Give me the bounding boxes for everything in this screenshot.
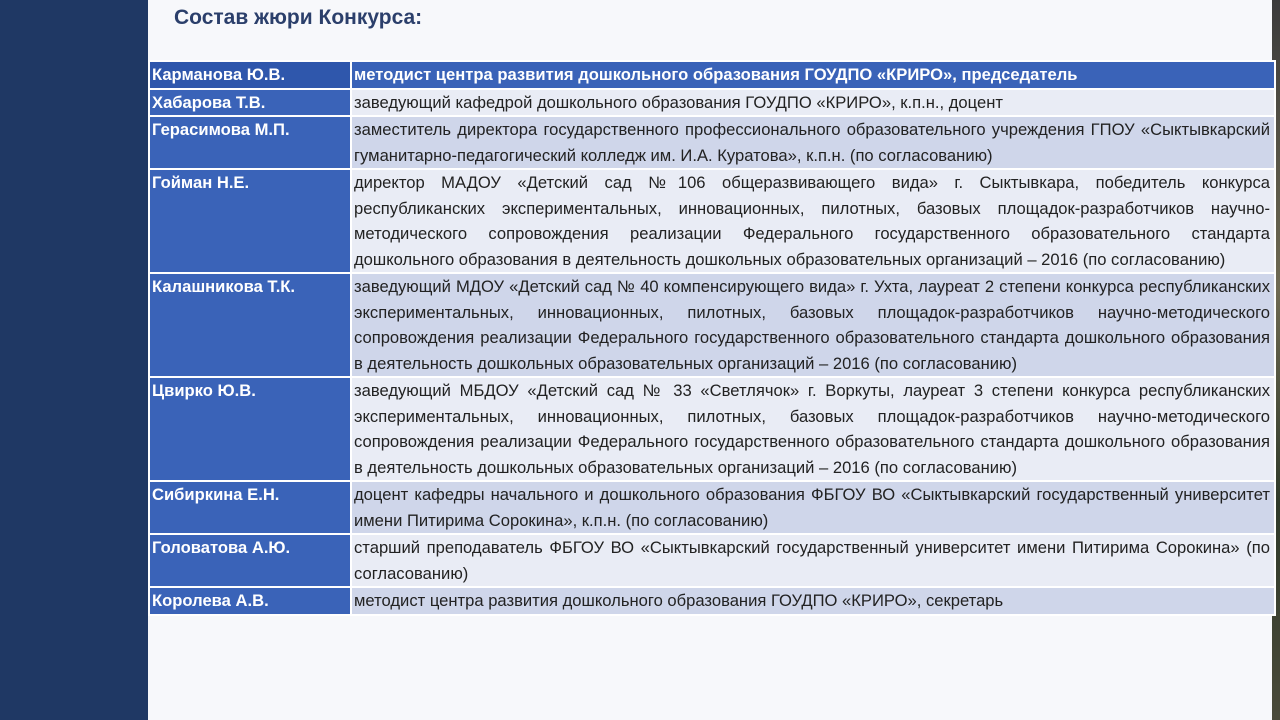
table-row bbox=[149, 587, 1275, 615]
member-role: директор МАДОУ «Детский сад №106 общеразвивающего вида» г. Сыктывкара, победитель конкурса республиканских экспериментальных, инновационных, пилотных, базовых площадок-разработчиков научно-методического сопровождения реализации Федерального государственного образовательного стандарта дошкольного образования в деятельность дошкольных образовательных организаций – 2016 (по согласованию) bbox=[351, 169, 1275, 273]
table-row bbox=[149, 534, 1275, 587]
page-title: Состав жюри Конкурса: bbox=[174, 6, 423, 29]
member-role: методист центра развития дошкольного образования ГОУДПО «КРИРО», председатель bbox=[351, 61, 1275, 89]
member-name: Гойман Н.Е. bbox=[149, 169, 351, 273]
member-name: Герасимова М.П. bbox=[149, 116, 351, 169]
member-name: Хабарова Т.В. bbox=[149, 89, 351, 117]
left-sidebar-band bbox=[0, 0, 148, 720]
table-row bbox=[149, 169, 1275, 273]
member-name: Головатова А.Ю. bbox=[149, 534, 351, 587]
member-role: методист центра развития дошкольного образования ГОУДПО «КРИРО», секретарь bbox=[351, 587, 1275, 615]
member-name: Цвирко Ю.В. bbox=[149, 377, 351, 481]
member-name: Калашникова Т.К. bbox=[149, 273, 351, 377]
table-row bbox=[149, 89, 1275, 117]
table-row bbox=[149, 116, 1275, 169]
jury-table bbox=[148, 60, 1276, 616]
table-row bbox=[149, 377, 1275, 481]
member-name: Королева А.В. bbox=[149, 587, 351, 615]
table-row bbox=[149, 61, 1275, 89]
member-role: заведующий кафедрой дошкольного образования ГОУДПО «КРИРО», к.п.н., доцент bbox=[351, 89, 1275, 117]
table-row bbox=[149, 273, 1275, 377]
member-role: старший преподаватель ФБГОУ ВО «Сыктывкарский государственный университет имени Питирима Сорокина» (по согласованию) bbox=[351, 534, 1275, 587]
member-role: заведующий МДОУ «Детский сад № 40 компенсирующего вида» г. Ухта, лауреат 2 степени конкурса республиканских экспериментальных, инновационных, пилотных, базовых площадок-разработчиков научно-методического сопровождения реализации Федерального государственного образовательного стандарта дошкольного образования в деятельность дошкольных образовательных организаций – 2016 (по согласованию) bbox=[351, 273, 1275, 377]
member-role: доцент кафедры начального и дошкольного образования ФБГОУ ВО «Сыктывкарский государственный университет имени Питирима Сорокина», к.п.н. (по согласованию) bbox=[351, 481, 1275, 534]
member-name: Карманова Ю.В. bbox=[149, 61, 351, 89]
member-role: заведующий МБДОУ «Детский сад № 33 «Светлячок» г. Воркуты, лауреат 3 степени конкурса республиканских экспериментальных, инновационных, пилотных, базовых площадок-разработчиков научно-методического сопровождения реализации Федерального государственного образовательного стандарта дошкольного образования в деятельность дошкольных образовательных организаций – 2016 (по согласованию) bbox=[351, 377, 1275, 481]
member-role: заместитель директора государственного профессионального образовательного учреждения ГПОУ «Сыктывкарский гуманитарно-педагогический колледж им. И.А. Куратова», к.п.н. (по согласованию) bbox=[351, 116, 1275, 169]
member-name: Сибиркина Е.Н. bbox=[149, 481, 351, 534]
table-row bbox=[149, 481, 1275, 534]
